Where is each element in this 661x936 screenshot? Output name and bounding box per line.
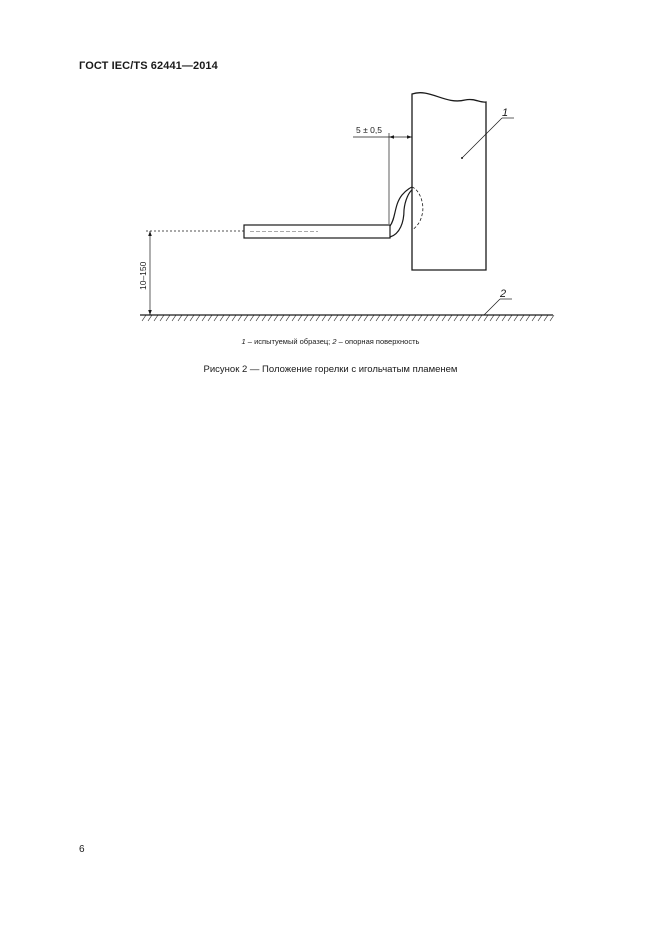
callout-1: 1 — [502, 107, 509, 119]
gap-dimension-label: 5 ± 0,5 — [356, 125, 382, 135]
page-number: 6 — [79, 844, 85, 855]
figure-legend: 1 – испытуемый образец; 2 – опорная поверхность — [241, 337, 420, 346]
test-specimen — [412, 93, 486, 270]
document-header: ГОСТ IEC/TS 62441—2014 — [79, 60, 218, 72]
height-dimension-label: 10–150 — [138, 261, 148, 290]
flame-hidden-contour — [412, 187, 423, 230]
figure-caption: Рисунок 2 — Положение горелки с игольчатым пламенем — [203, 364, 458, 375]
surface-hatching — [142, 315, 554, 321]
callout-2: 2 — [500, 288, 507, 300]
